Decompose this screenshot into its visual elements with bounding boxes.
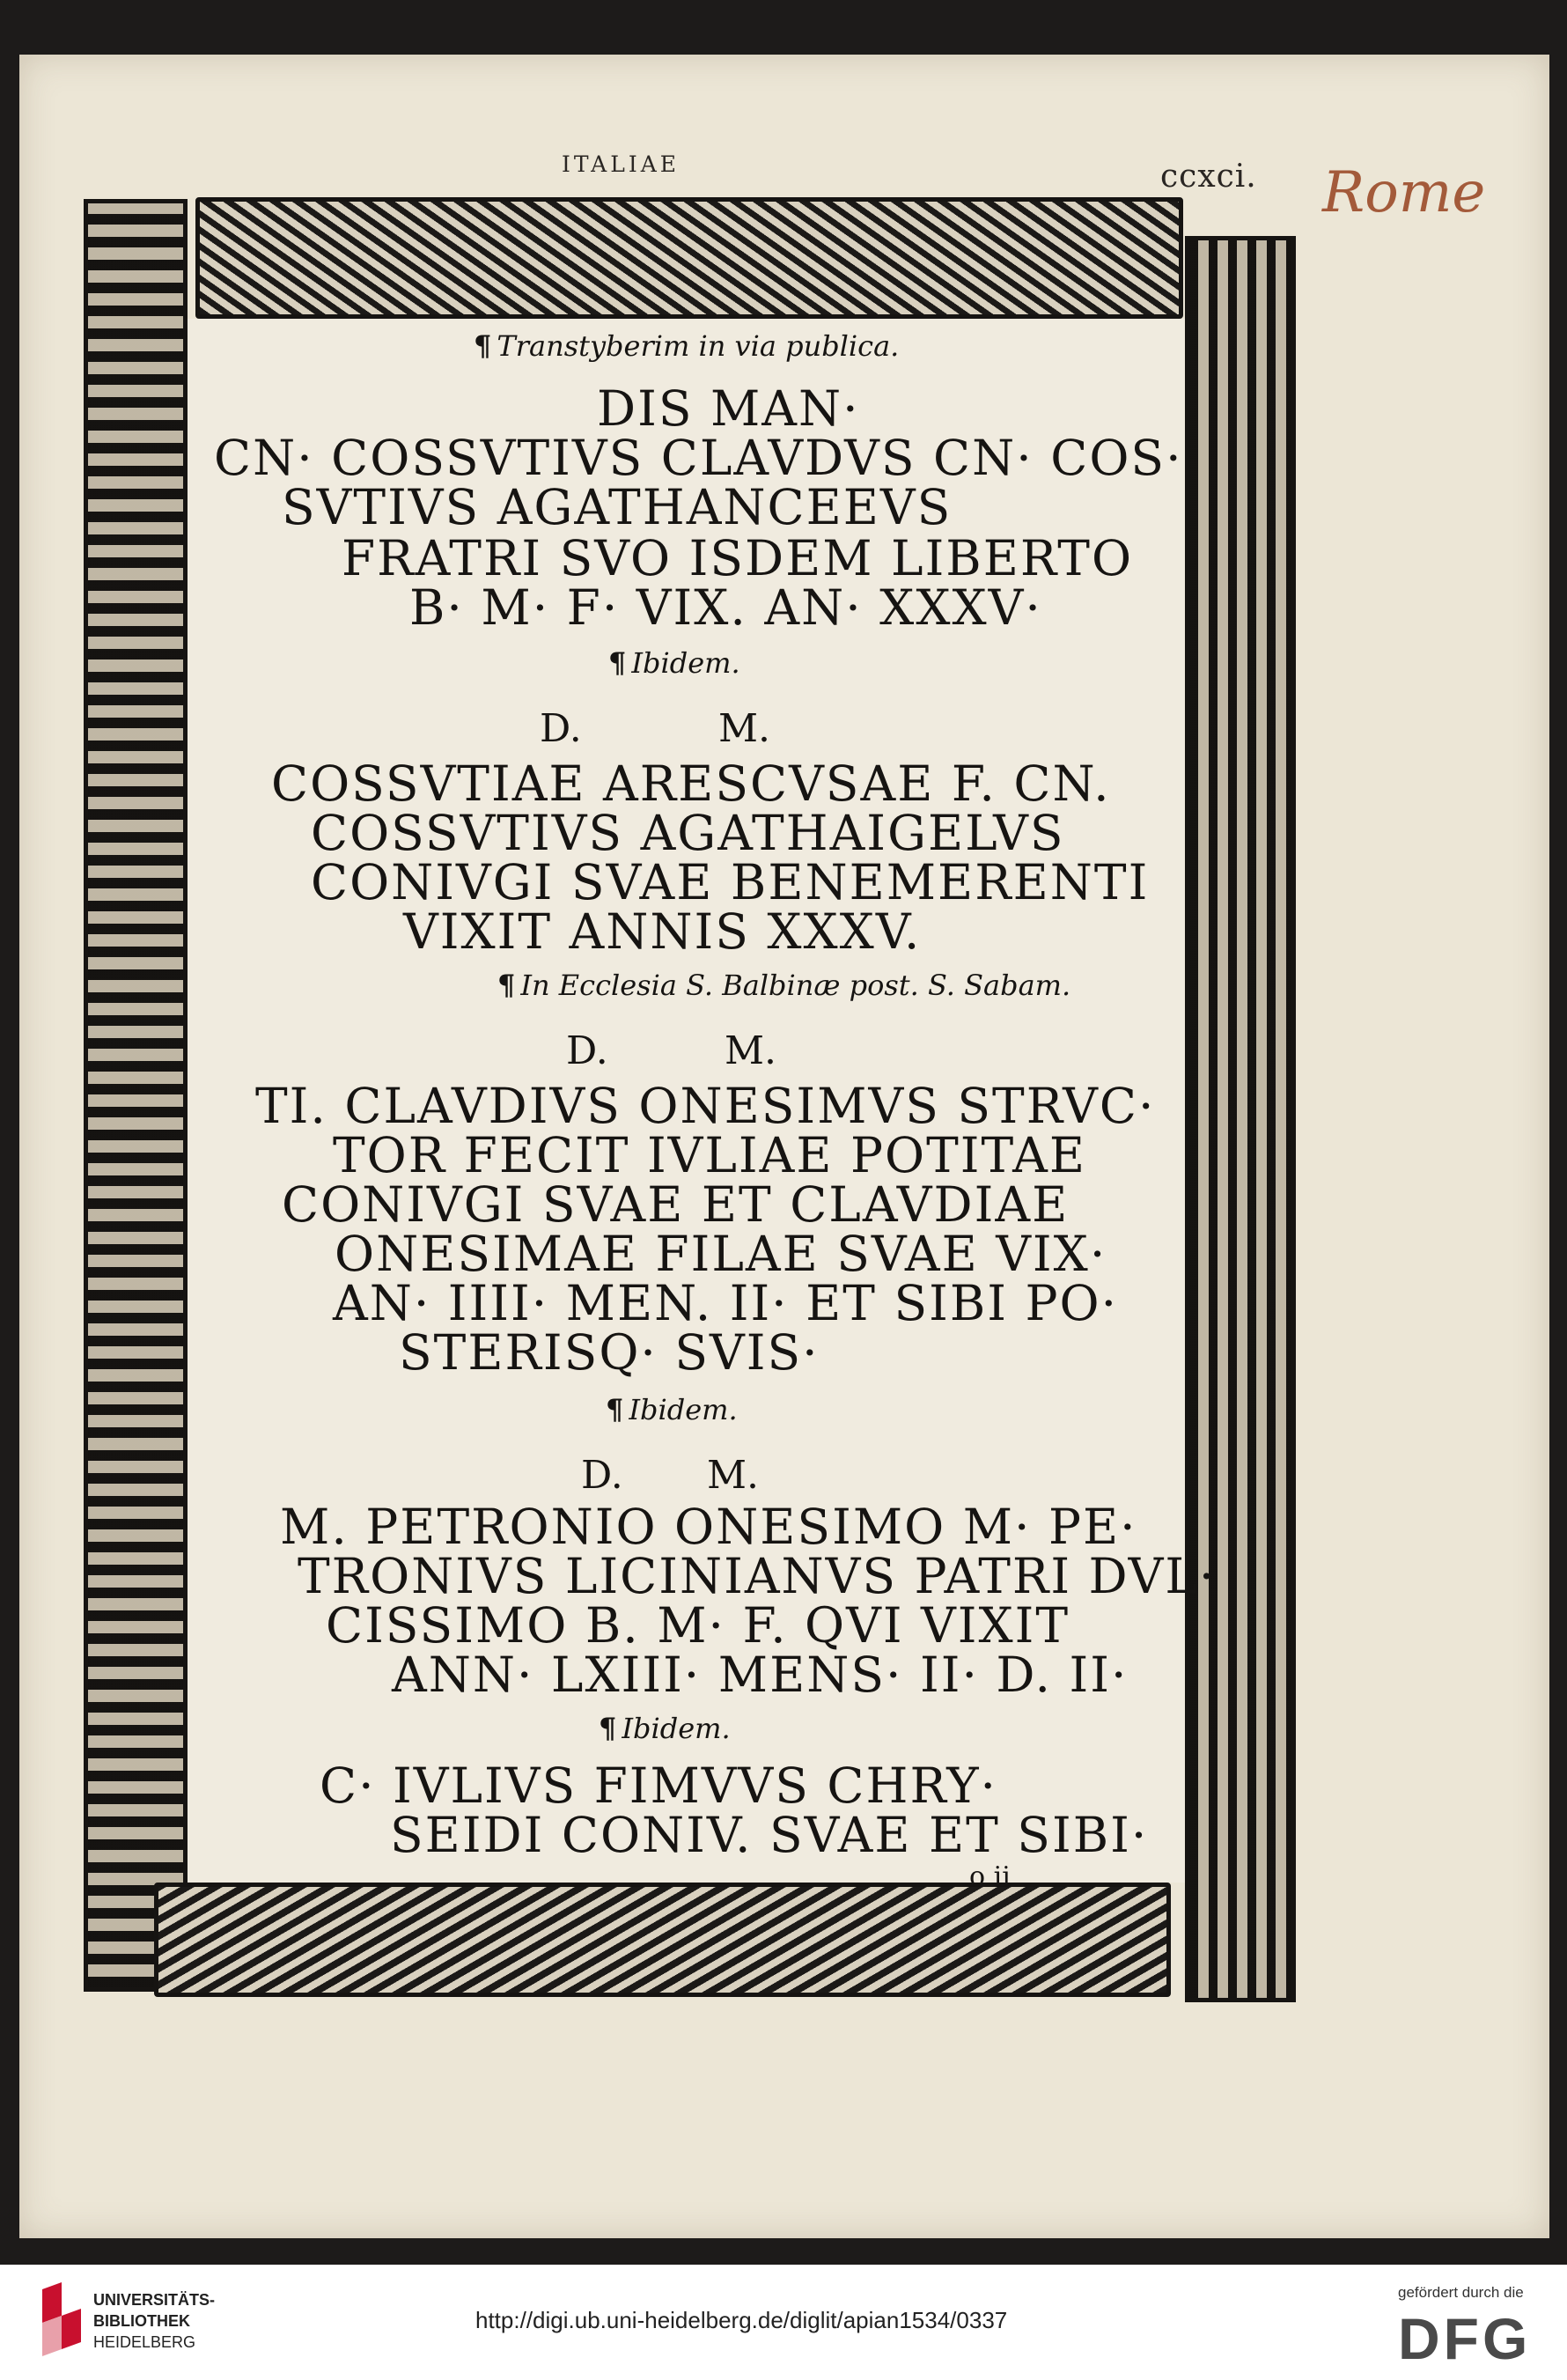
rubric-2: ¶ Ibidem. (608, 646, 740, 680)
pilcrow-icon: ¶ (497, 969, 516, 1002)
pilcrow-icon: ¶ (606, 1393, 624, 1426)
inscription-4-line-2: TRONIVS LICINIANVS PATRI DVL· (298, 1548, 1217, 1604)
signature-mark: o ii (969, 1861, 1011, 1892)
inscription-4-line-4: ANN· LXIII· MENS· II· D. II· (392, 1647, 1129, 1703)
inscription-1-line-3: SVTIVS AGATHANCEEVS (282, 479, 953, 535)
dm-right-4: M. (707, 1453, 760, 1498)
dm-left-2: D. (540, 706, 582, 751)
ub-heidelberg-logo-icon (35, 2281, 85, 2356)
inscription-1-line-2: CN· COSSVTIVS CLAVDVS CN· COS· (214, 430, 1183, 486)
rubric-1: ¶ Transtyberim in via publica. (474, 329, 900, 363)
dm-left-3: D. (566, 1028, 608, 1073)
rubric-5: ¶ Ibidem. (599, 1712, 731, 1745)
footer-bar (0, 2265, 1567, 2380)
pilcrow-icon: ¶ (599, 1712, 617, 1745)
handwritten-note: Rome (1322, 160, 1486, 225)
inscription-4-line-1: M. PETRONIO ONESIMO M· PE· (280, 1499, 1137, 1555)
inscription-2-line-2: COSSVTIVS AGATHAIGELVS (311, 805, 1065, 861)
inscription-2-line-1: COSSVTIAE ARESCVSAE F. CN. (271, 755, 1111, 812)
inscription-3-line-5: AN· IIII· MEN. II· ET SIBI PO· (333, 1275, 1119, 1331)
inscription-5-line-2: SEIDI CONIV. SVAE ET SIBI· (390, 1807, 1149, 1863)
inscription-3-line-3: CONIVGI SVAE ET CLAVDIAE (282, 1176, 1070, 1233)
woodcut-border-bottom (154, 1883, 1171, 1997)
inscriptions (188, 319, 1217, 1892)
woodcut-border-left (84, 199, 188, 1992)
woodcut-border-right (1185, 236, 1296, 2002)
inscription-1-line-5: B· M· F· VIX. AN· XXXV· (409, 579, 1042, 636)
inscription-2-line-4: VIXIT ANNIS XXXV. (403, 903, 922, 960)
dm-right-2: M. (718, 706, 771, 751)
funding-label: gefördert durch die (1398, 2284, 1524, 2301)
pilcrow-icon: ¶ (608, 646, 627, 680)
inscription-3-line-1: TI. CLAVDIVS ONESIMVS STRVC· (255, 1078, 1156, 1134)
running-head: ITALIAE (562, 151, 681, 177)
inscription-3-line-4: ONESIMAE FILAE SVAE VIX· (335, 1226, 1107, 1282)
dfg-logo: DFG (1398, 2306, 1532, 2371)
rubric-4: ¶ Ibidem. (606, 1393, 738, 1426)
inscription-1-line-4: FRATRI SVO ISDEM LIBERTO (342, 530, 1134, 586)
permalink-url[interactable]: http://digi.ub.uni-heidelberg.de/diglit/apian1534/0337 (475, 2307, 1008, 2333)
inscription-3-line-2: TOR FECIT IVLIAE POTITAE (333, 1127, 1087, 1183)
folio-number: ccxci. (1160, 158, 1257, 195)
pilcrow-icon: ¶ (474, 329, 492, 363)
dm-left-4: D. (581, 1453, 623, 1498)
inscription-2-line-3: CONIVGI SVAE BENEMERENTI (311, 854, 1150, 910)
woodcut-border-top (195, 197, 1183, 319)
inscription-5-line-1: C· IVLIVS FIMVVS CHRY· (320, 1757, 997, 1814)
inscription-4-line-3: CISSIMO B. M· F. QVI VIXIT (326, 1597, 1070, 1654)
dm-right-3: M. (725, 1028, 777, 1073)
library-name: UNIVERSITÄTS- BIBLIOTHEK HEIDELBERG (93, 2291, 216, 2351)
inscription-3-line-6: STERISQ· SVIS· (399, 1324, 820, 1381)
rubric-3: ¶ In Ecclesia S. Balbinæ post. S. Sabam. (497, 969, 1071, 1002)
inscription-1-line-1: DIS MAN· (597, 380, 860, 437)
